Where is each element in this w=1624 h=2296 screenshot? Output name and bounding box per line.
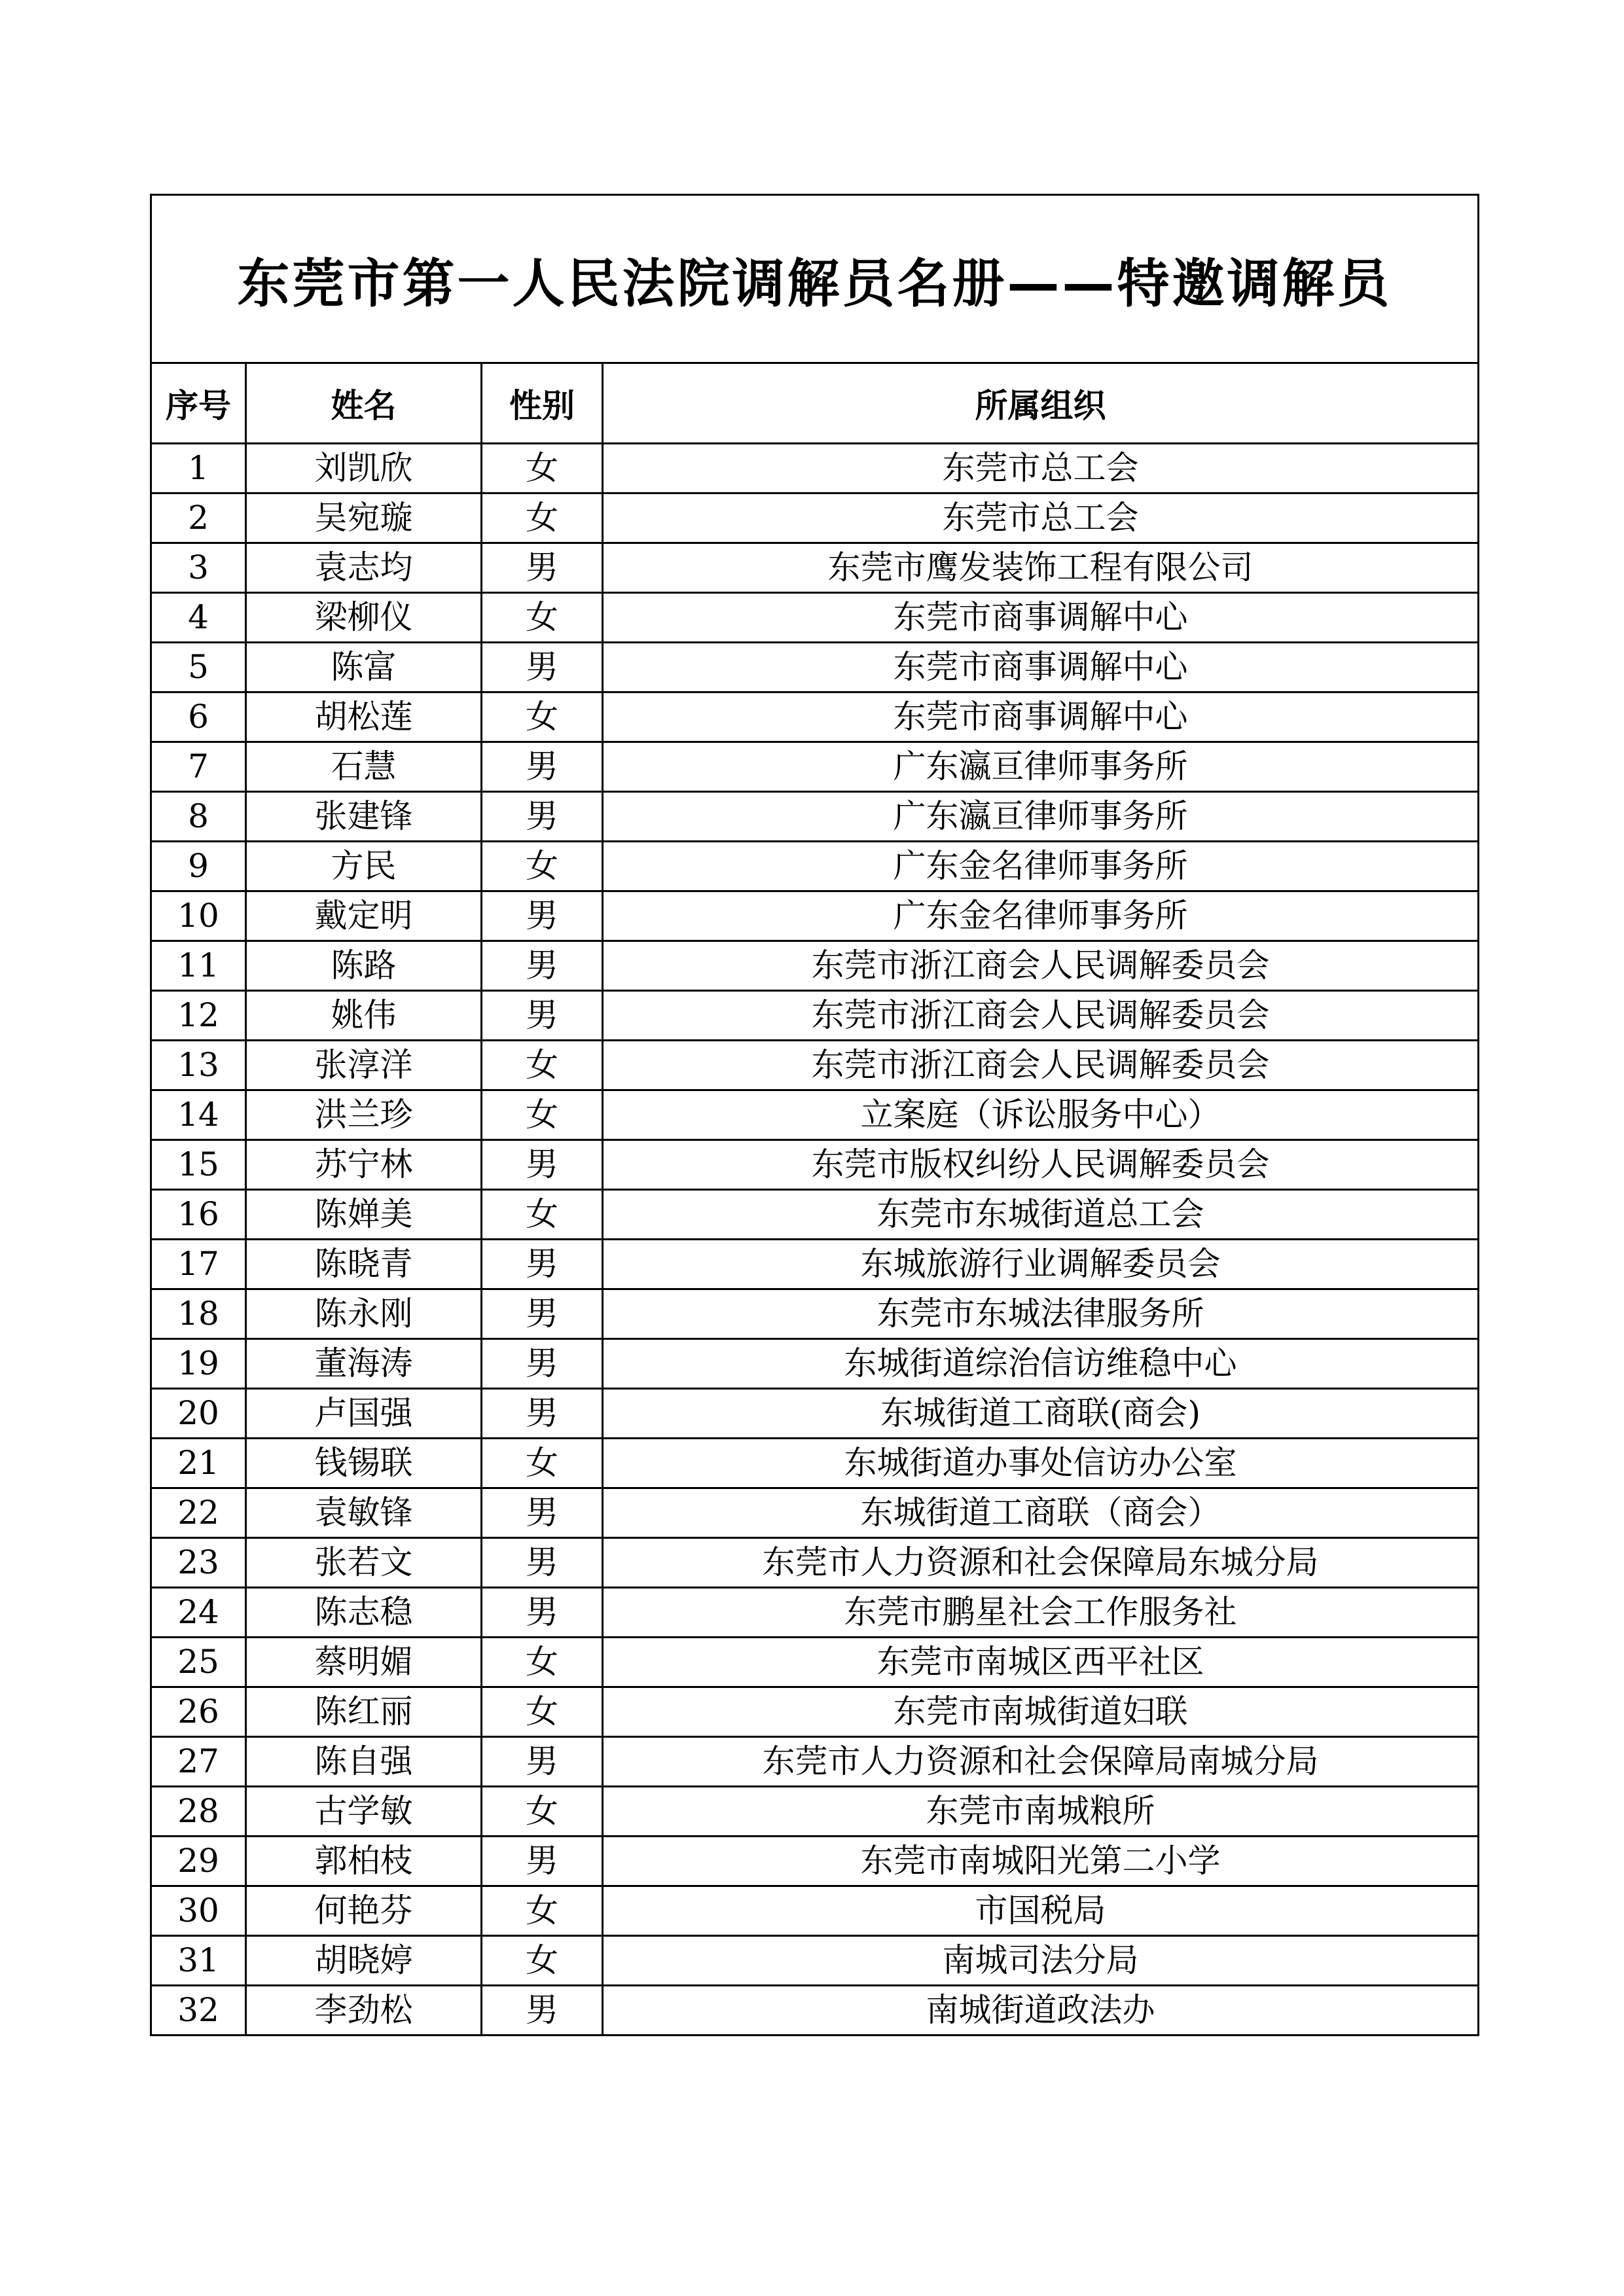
cell-name: 梁柳仪: [246, 593, 482, 643]
cell-no: 32: [151, 1986, 246, 2036]
cell-gender: 女: [482, 593, 603, 643]
cell-gender: 女: [482, 1638, 603, 1687]
table-row: [151, 1289, 1479, 1339]
document-title: 东莞市第一人民法院调解员名册——特邀调解员: [151, 195, 1479, 363]
table-row: [151, 1936, 1479, 1986]
cell-name: 陈路: [246, 941, 482, 991]
cell-name: 吴宛璇: [246, 493, 482, 543]
table-row: [151, 1339, 1479, 1389]
table-row: [151, 1041, 1479, 1090]
cell-gender: 男: [482, 991, 603, 1041]
cell-gender: 男: [482, 1538, 603, 1588]
cell-no: 12: [151, 991, 246, 1041]
table-row: [151, 1986, 1479, 2036]
column-header-name: 姓名: [246, 363, 482, 444]
cell-name: 戴定明: [246, 891, 482, 941]
cell-gender: 男: [482, 941, 603, 991]
cell-gender: 男: [482, 1737, 603, 1787]
cell-name: 郭柏枝: [246, 1837, 482, 1886]
cell-org: 广东瀛亘律师事务所: [603, 792, 1479, 842]
cell-no: 9: [151, 842, 246, 891]
cell-no: 1: [151, 444, 246, 493]
cell-name: 陈红丽: [246, 1687, 482, 1737]
table-row: [151, 1638, 1479, 1687]
cell-name: 何艳芬: [246, 1886, 482, 1936]
cell-org: 东莞市商事调解中心: [603, 593, 1479, 643]
cell-gender: 男: [482, 891, 603, 941]
table-row: [151, 543, 1479, 593]
cell-name: 董海涛: [246, 1339, 482, 1389]
cell-name: 钱锡联: [246, 1439, 482, 1488]
cell-name: 张若文: [246, 1538, 482, 1588]
table-row: [151, 1886, 1479, 1936]
table-row: [151, 593, 1479, 643]
cell-name: 陈富: [246, 643, 482, 692]
cell-gender: 女: [482, 842, 603, 891]
cell-no: 2: [151, 493, 246, 543]
cell-org: 东莞市鹏星社会工作服务社: [603, 1588, 1479, 1638]
cell-org: 东莞市南城阳光第二小学: [603, 1837, 1479, 1886]
cell-no: 5: [151, 643, 246, 692]
cell-no: 21: [151, 1439, 246, 1488]
cell-org: 东莞市人力资源和社会保障局东城分局: [603, 1538, 1479, 1588]
table-row: [151, 1240, 1479, 1289]
cell-org: 东莞市南城粮所: [603, 1787, 1479, 1837]
cell-no: 31: [151, 1936, 246, 1986]
cell-no: 25: [151, 1638, 246, 1687]
cell-gender: 女: [482, 1687, 603, 1737]
cell-org: 东莞市总工会: [603, 493, 1479, 543]
table-row: [151, 792, 1479, 842]
cell-gender: 女: [482, 444, 603, 493]
cell-org: 立案庭（诉讼服务中心）: [603, 1090, 1479, 1140]
cell-gender: 男: [482, 1289, 603, 1339]
cell-gender: 女: [482, 1787, 603, 1837]
roster-sheet: [150, 194, 1477, 2036]
cell-org: 东莞市南城区西平社区: [603, 1638, 1479, 1687]
cell-no: 4: [151, 593, 246, 643]
cell-name: 陈婵美: [246, 1190, 482, 1240]
cell-no: 28: [151, 1787, 246, 1837]
table-row: [151, 1090, 1479, 1140]
cell-org: 东莞市总工会: [603, 444, 1479, 493]
cell-gender: 男: [482, 1488, 603, 1538]
cell-org: 东莞市浙江商会人民调解委员会: [603, 941, 1479, 991]
cell-no: 20: [151, 1389, 246, 1439]
cell-no: 11: [151, 941, 246, 991]
table-row: [151, 1787, 1479, 1837]
cell-name: 陈自强: [246, 1737, 482, 1787]
title-row: [151, 195, 1479, 363]
cell-gender: 男: [482, 1389, 603, 1439]
cell-no: 15: [151, 1140, 246, 1190]
cell-org: 广东金名律师事务所: [603, 891, 1479, 941]
table-row: [151, 1737, 1479, 1787]
cell-gender: 男: [482, 1986, 603, 2036]
cell-no: 16: [151, 1190, 246, 1240]
cell-name: 苏宁林: [246, 1140, 482, 1190]
mediator-roster-table: [150, 194, 1479, 2036]
cell-no: 29: [151, 1837, 246, 1886]
cell-gender: 男: [482, 1339, 603, 1389]
cell-gender: 男: [482, 1240, 603, 1289]
table-row: [151, 842, 1479, 891]
cell-name: 蔡明媚: [246, 1638, 482, 1687]
cell-name: 张建锋: [246, 792, 482, 842]
cell-no: 22: [151, 1488, 246, 1538]
cell-org: 东城旅游行业调解委员会: [603, 1240, 1479, 1289]
cell-gender: 男: [482, 643, 603, 692]
cell-org: 东城街道工商联（商会）: [603, 1488, 1479, 1538]
cell-org: 东莞市东城法律服务所: [603, 1289, 1479, 1339]
cell-org: 南城司法分局: [603, 1936, 1479, 1986]
cell-name: 李劲松: [246, 1986, 482, 2036]
column-header-no: 序号: [151, 363, 246, 444]
cell-no: 10: [151, 891, 246, 941]
table-row: [151, 1140, 1479, 1190]
cell-org: 东莞市鹰发装饰工程有限公司: [603, 543, 1479, 593]
cell-no: 23: [151, 1538, 246, 1588]
table-row: [151, 1488, 1479, 1538]
table-row: [151, 1538, 1479, 1588]
cell-org: 东城街道办事处信访办公室: [603, 1439, 1479, 1488]
cell-gender: 男: [482, 792, 603, 842]
cell-no: 18: [151, 1289, 246, 1339]
cell-name: 方民: [246, 842, 482, 891]
table-row: [151, 493, 1479, 543]
cell-gender: 女: [482, 1439, 603, 1488]
cell-gender: 女: [482, 1886, 603, 1936]
cell-name: 陈永刚: [246, 1289, 482, 1339]
cell-no: 8: [151, 792, 246, 842]
table-row: [151, 692, 1479, 742]
cell-org: 南城街道政法办: [603, 1986, 1479, 2036]
cell-org: 东莞市人力资源和社会保障局南城分局: [603, 1737, 1479, 1787]
cell-org: 东莞市南城街道妇联: [603, 1687, 1479, 1737]
cell-org: 广东瀛亘律师事务所: [603, 742, 1479, 792]
table-row: [151, 941, 1479, 991]
cell-name: 胡晓婷: [246, 1936, 482, 1986]
cell-name: 张淳洋: [246, 1041, 482, 1090]
table-row: [151, 991, 1479, 1041]
cell-org: 东城街道综治信访维稳中心: [603, 1339, 1479, 1389]
cell-no: 27: [151, 1737, 246, 1787]
table-row: [151, 1389, 1479, 1439]
table-row: [151, 1837, 1479, 1886]
cell-gender: 男: [482, 742, 603, 792]
cell-name: 古学敏: [246, 1787, 482, 1837]
cell-gender: 女: [482, 1190, 603, 1240]
cell-name: 刘凯欣: [246, 444, 482, 493]
cell-gender: 男: [482, 543, 603, 593]
cell-no: 13: [151, 1041, 246, 1090]
header-row: [151, 363, 1479, 444]
column-header-org: 所属组织: [603, 363, 1479, 444]
cell-org: 东莞市商事调解中心: [603, 692, 1479, 742]
cell-no: 14: [151, 1090, 246, 1140]
column-header-gender: 性别: [482, 363, 603, 444]
cell-gender: 女: [482, 692, 603, 742]
cell-name: 洪兰珍: [246, 1090, 482, 1140]
cell-no: 7: [151, 742, 246, 792]
table-row: [151, 1439, 1479, 1488]
cell-no: 6: [151, 692, 246, 742]
cell-org: 东莞市东城街道总工会: [603, 1190, 1479, 1240]
cell-name: 胡松莲: [246, 692, 482, 742]
table-row: [151, 444, 1479, 493]
cell-org: 广东金名律师事务所: [603, 842, 1479, 891]
table-row: [151, 1588, 1479, 1638]
cell-gender: 女: [482, 1936, 603, 1986]
cell-gender: 男: [482, 1588, 603, 1638]
cell-gender: 男: [482, 1837, 603, 1886]
cell-org: 东城街道工商联(商会): [603, 1389, 1479, 1439]
cell-name: 石慧: [246, 742, 482, 792]
cell-name: 袁敏锋: [246, 1488, 482, 1538]
table-row: [151, 742, 1479, 792]
cell-name: 袁志均: [246, 543, 482, 593]
cell-gender: 男: [482, 1140, 603, 1190]
cell-name: 陈晓青: [246, 1240, 482, 1289]
cell-org: 东莞市商事调解中心: [603, 643, 1479, 692]
cell-no: 3: [151, 543, 246, 593]
cell-no: 24: [151, 1588, 246, 1638]
roster-body: [151, 444, 1479, 2036]
table-row: [151, 891, 1479, 941]
cell-org: 市国税局: [603, 1886, 1479, 1936]
cell-no: 19: [151, 1339, 246, 1389]
cell-name: 姚伟: [246, 991, 482, 1041]
cell-org: 东莞市浙江商会人民调解委员会: [603, 1041, 1479, 1090]
cell-no: 17: [151, 1240, 246, 1289]
cell-gender: 女: [482, 493, 603, 543]
table-row: [151, 643, 1479, 692]
cell-gender: 女: [482, 1041, 603, 1090]
cell-no: 26: [151, 1687, 246, 1737]
cell-org: 东莞市浙江商会人民调解委员会: [603, 991, 1479, 1041]
table-row: [151, 1190, 1479, 1240]
table-row: [151, 1687, 1479, 1737]
cell-name: 卢国强: [246, 1389, 482, 1439]
cell-no: 30: [151, 1886, 246, 1936]
cell-name: 陈志稳: [246, 1588, 482, 1638]
cell-org: 东莞市版权纠纷人民调解委员会: [603, 1140, 1479, 1190]
cell-gender: 女: [482, 1090, 603, 1140]
